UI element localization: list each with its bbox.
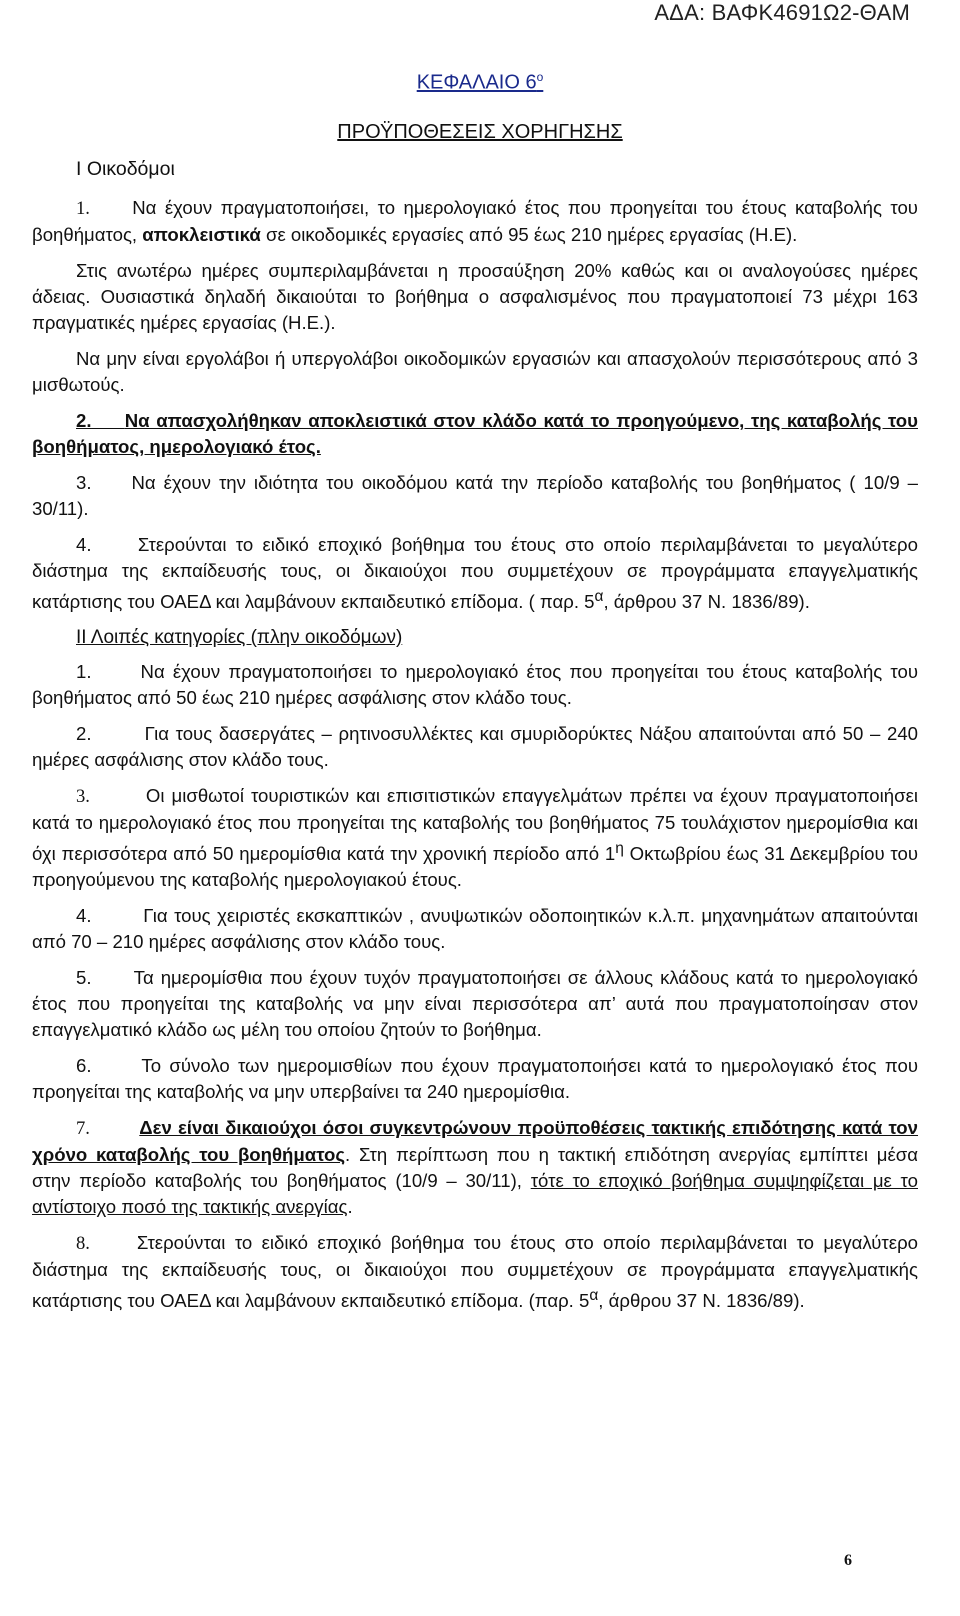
q4-number: 4. [76, 905, 92, 927]
q5-text: Τα ημερομίσθια που έχουν τυχόν πραγματοποιήσει σε άλλους κλάδους κατά το ημερολογιακό έτος που προηγείται της καταβολής να μην είναι περισσότερα απ’ αυτά που πραγματοποίησαν στον επαγγελματικό κλάδο ως μέλη του οποίου ζητούν το βοήθημα. [32, 967, 918, 1041]
paragraph-3 [32, 470, 918, 522]
page-number: 6 [844, 1552, 852, 1569]
item-1 [32, 659, 918, 711]
p1-number: 1. [76, 198, 90, 219]
p1-bold: αποκλειστικά [142, 224, 261, 245]
q2-number: 2. [76, 723, 92, 745]
item-4 [32, 903, 918, 955]
paragraph-4 [32, 532, 918, 615]
q3-sup: η [615, 840, 624, 858]
document-body [32, 195, 918, 1315]
p1-text-b: σε οικοδομικές εργασίες από 95 έως 210 ημέρες εργασίας (Η.Ε). [260, 224, 798, 245]
q3-text-b: Οκτωβρίου έως 31 Δεκεμβρίου του προηγούμενου της καταβολής ημερολογιακού έτους. [32, 843, 918, 891]
q6-text: Το σύνολο των ημερομισθίων που έχουν πραγματοποιήσει κατά το ημερολογιακό έτος που προηγείται της καταβολής να μην υπερβαίνει τα 240 ημερομίσθια. [32, 1055, 919, 1103]
q1-text: Να έχουν πραγματοποιήσει το ημερολογιακό έτος που προηγείται του έτους καταβολής του βοηθήματος από 50 έως 210 ημέρες ασφάλισης στον κλάδο τους. [32, 661, 918, 709]
q8-end: , άρθρου 37 Ν. 1836/89). [598, 1290, 805, 1312]
q7-text-a: . Στη περίπτωση που η τακτική επιδότηση ανεργίας εμπίπτει μέσα στην περίοδο καταβολής του βοηθήματος (10/9 – 30/11), [32, 1144, 918, 1192]
p4-number: 4. [76, 534, 92, 555]
section2-title: ΙΙ Λοιπές κατηγορίες (πλην οικοδόμων) [76, 627, 403, 649]
q2-text: Για τους δασεργάτες – ρητινοσυλλέκτες και σμυριδορύκτες Νάξου απαιτούνται από 50 – 240 ημέρες ασφάλισης στον κλάδο τους. [32, 723, 919, 771]
q5-number: 5. [76, 967, 92, 989]
chapter-title-sup: ο [536, 70, 544, 84]
p3-number: 3. [76, 472, 92, 493]
p1-text-a: Να έχουν πραγματοποιήσει, το ημερολογιακό έτος που προηγείται του έτους καταβολής του βοηθήματος, [32, 197, 918, 245]
p4-end: , άρθρου 37 Ν. 1836/89). [603, 591, 810, 613]
q8-number: 8. [76, 1233, 90, 1255]
q4-text: Για τους χειριστές εκσκαπτικών , ανυψωτικών οδοποιητικών κ.λ.π. μηχανημάτων απαιτούνται από 70 – 210 ημέρες ασφάλισης στον κλάδο τους. [32, 905, 919, 953]
q7-underlined: τότε το εποχικό βοήθημα συμψηφίζεται με το αντίστοιχο ποσό της τακτικής ανεργίας [32, 1170, 918, 1218]
paragraph-1d: Να μην είναι εργολάβοι ή υπεργολάβοι οικοδομικών εργασιών και απασχολούν περισσότερους από 3 μισθωτούς. [32, 348, 918, 395]
p2-text: Να απασχολήθηκαν αποκλειστικά στον κλάδο κατά το προηγούμενο, της καταβολής του βοηθήματος, ημερολογιακό έτος. [32, 410, 918, 457]
q6-number: 6. [76, 1055, 92, 1077]
item-7 [32, 1115, 918, 1220]
p3-text: Να έχουν την ιδιότητα του οικοδόμου κατά την περίοδο καταβολής του βοηθήματος ( 10/9 – 30/11). [32, 472, 918, 519]
paragraph-1c: Στις ανωτέρω ημέρες συμπεριλαμβάνεται η προσαύξηση 20% καθώς και οι αναλογούσες ημέρες άδειας. Ουσιαστικά δηλαδή δικαιούται το βοήθημα ο ασφαλισμένος που πραγματοποιεί 73 μέχρι 163 πραγματικές ημέρες εργασίας (Η.Ε.). [32, 260, 918, 333]
p2-number: 2. [76, 410, 92, 431]
item-5 [32, 965, 918, 1043]
q8-sup: α [589, 1287, 599, 1305]
q7-end: . [347, 1196, 353, 1218]
ada-code: ΑΔΑ: ΒΑΦΚ4691Ω2-ΘΑΜ [654, 0, 910, 25]
item-6 [32, 1053, 918, 1105]
item-2 [32, 721, 918, 773]
q3-text-a: Οι μισθωτοί τουριστικών και επισιτιστικών επαγγελμάτων πρέπει να έχουν πραγματοποιήσει κατά το ημερολογιακό έτος που προηγείται της καταβολής του βοηθήματος 75 τουλάχιστον ημερομίσθια και όχι περισσότερα από 50 ημερομίσθια κατά την χρονική περίοδο από 1 [32, 785, 918, 865]
q3-number: 3. [76, 786, 90, 808]
paragraph-2 [32, 408, 918, 460]
p4-sup: α [594, 588, 604, 605]
paragraph-1 [32, 195, 918, 248]
chapter-title [0, 70, 960, 95]
section1-title: Ι Οικοδόμοι [76, 158, 175, 180]
q8-text: Στερούνται το ειδικό εποχικό βοήθημα του έτους στο οποίο περιλαμβάνεται το μεγαλύτερο διάστημα της εκπαίδευσής τους, οι δικαιούχοι που συμμετέχουν σε προγράμματα επαγγελματικής κατάρτισης του ΟΑΕΔ και λαμβάνουν εκπαιδευτικό επίδομα. (παρ. 5 [32, 1232, 918, 1312]
p4-text: Στερούνται το ειδικό εποχικό βοήθημα του έτους στο οποίο περιλαμβάνεται το μεγαλύτερο διάστημα της εκπαίδευσής τους, οι δικαιούχοι που συμμετέχουν σε προγράμματα επαγγελματικής κατάρτισης του ΟΑΕΔ και λαμβάνουν εκπαιδευτικό επίδομα. ( παρ. 5 [32, 534, 918, 613]
section-heading: ΠΡΟΫΠΟΘΕΣΕΙΣ ΧΟΡΗΓΗΣΗΣ [337, 121, 623, 143]
item-8 [32, 1230, 918, 1314]
q7-bold: Δεν είναι δικαιούχοι όσοι συγκεντρώνουν προϋποθέσεις τακτικής επιδότησης κατά τον χρόνο καταβολής του βοηθήματος [32, 1117, 919, 1166]
q1-number: 1. [76, 661, 92, 683]
chapter-title-text: ΚΕΦΑΛΑΙΟ 6 [416, 71, 537, 94]
item-3 [32, 783, 918, 893]
q7-number: 7. [76, 1118, 90, 1140]
